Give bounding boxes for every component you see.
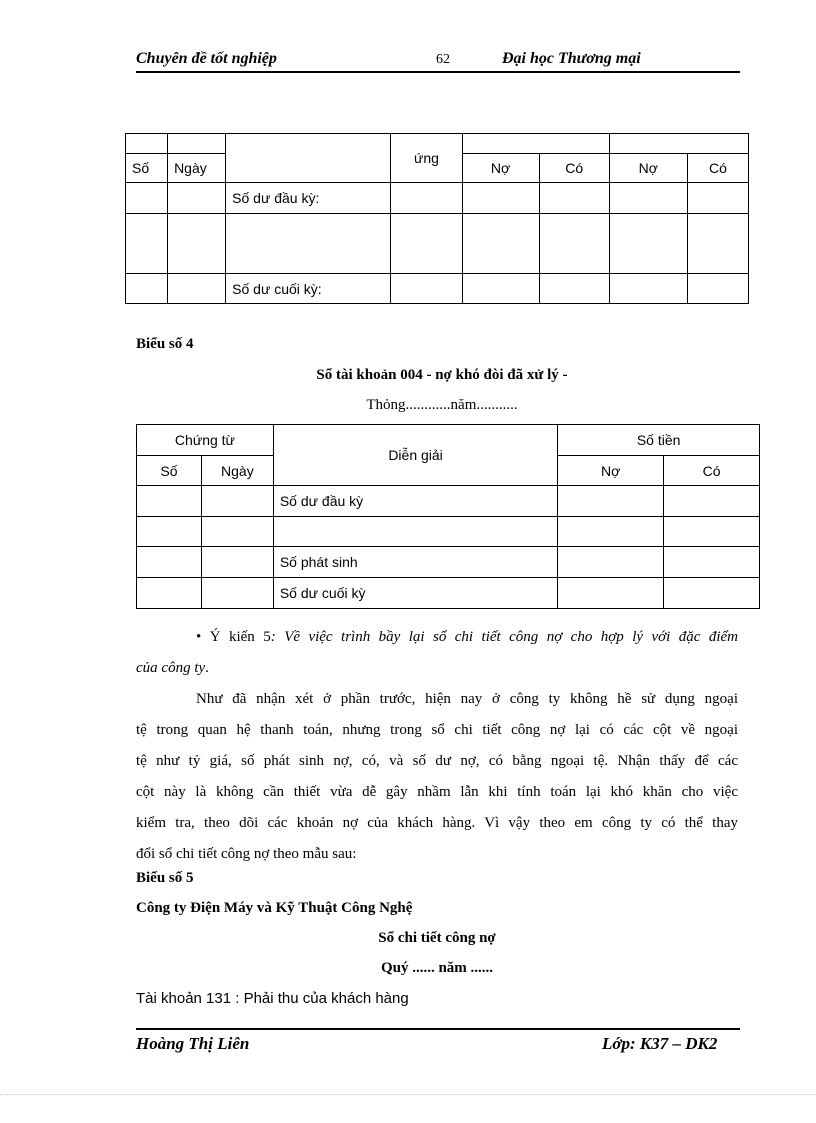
page-number: 62 <box>436 52 450 67</box>
bieu5-company: Công ty Điện Máy và Kỹ Thuật Công Nghệ <box>136 900 413 916</box>
footer-left: Hoàng Thị Liên <box>136 1034 250 1053</box>
page-edge-divider <box>0 1094 816 1095</box>
header-cell-no-1: Nợ <box>462 154 539 183</box>
header-cell-ung: ứng <box>391 134 462 183</box>
bullet-icon: • <box>196 629 202 645</box>
header-voucher: Chứng từ <box>137 425 274 456</box>
paragraph-line: cột này là không cần thiết vừa dễ gây nhầm lẫn khi tính toán lại khó khăn cho việc <box>136 784 738 800</box>
ledger-table-continued <box>125 133 749 304</box>
bieu5-account: Tài khoản 131 : Phải thu của khách hàng <box>136 990 409 1007</box>
paragraph-line: tệ như tỷ giá, số phát sinh nợ, có, và số dư nợ, có bằng ngoại tệ. Nhận thấy để các <box>136 753 738 769</box>
opinion-heading <box>136 622 738 684</box>
bieu4-label: Biểu số 4 <box>136 336 194 352</box>
header-description: Diễn giải <box>273 425 557 486</box>
paragraph-line: Như đã nhận xét ở phần trước, hiện nay ở công ty không hề sử dụng ngoại <box>196 691 738 707</box>
bieu4-table <box>136 424 760 609</box>
opinion-text: Về việc trình bầy lại sổ chi tiết công nợ cho hợp lý với đặc điểm <box>275 629 738 645</box>
header-right: Đại học Thương mại <box>502 50 641 67</box>
bieu4-title: Sổ tài khoản 004 - nợ khó đòi đã xử lý - <box>316 367 568 383</box>
header-no: Nợ <box>558 456 664 486</box>
footer-rule <box>136 1028 740 1030</box>
footer-right: Lớp: K37 – DK2 <box>602 1034 718 1053</box>
header-cell-so: Số <box>126 154 168 183</box>
header-cell-co-2: Có <box>687 154 748 183</box>
bieu4-period: Thỏng............năm........... <box>366 397 518 413</box>
header-rule <box>136 71 740 73</box>
table-row: Số dư đầu kỳ <box>273 486 557 517</box>
paragraph-line: đổi sổ chi tiết công nợ theo mẫu sau: <box>136 846 357 862</box>
bieu5-title: Sổ chi tiết công nợ <box>378 930 496 946</box>
table-row: Số dư cuối kỳ <box>273 578 557 609</box>
paragraph-line: kiểm tra, theo dõi các khoản nợ của khách hàng. Vì vậy theo em công ty có thể thay <box>136 815 738 831</box>
header-co: Có <box>664 456 760 486</box>
header-so: Số <box>137 456 202 486</box>
table-row: Số phát sinh <box>273 547 557 578</box>
table-row <box>273 517 557 547</box>
opinion-label: Ý kiến 5 <box>209 629 271 645</box>
body-paragraph <box>136 684 738 870</box>
row-opening-balance: Số dư đầu kỳ: <box>226 183 391 214</box>
paragraph-line: tệ trong quan hệ thanh toán, nhưng trong sổ chi tiết công nợ lại có các cột về ngoại <box>136 722 738 738</box>
bieu5-label: Biểu số 5 <box>136 870 194 886</box>
header-cell-ngay: Ngày <box>168 154 226 183</box>
bieu5-period: Quý ...... năm ...... <box>380 960 494 976</box>
row-closing-balance: Số dư cuối kỳ: <box>226 274 391 304</box>
opinion-period: . <box>205 660 209 676</box>
header-left: Chuyên đề tốt nghiệp <box>136 50 277 67</box>
opinion-colon: : <box>270 629 276 645</box>
header-amount: Số tiền <box>558 425 760 456</box>
header-ngay: Ngày <box>201 456 273 486</box>
header-cell-no-2: Nợ <box>609 154 687 183</box>
opinion-text-2: của công ty <box>136 660 206 676</box>
header-cell-co-1: Có <box>539 154 609 183</box>
